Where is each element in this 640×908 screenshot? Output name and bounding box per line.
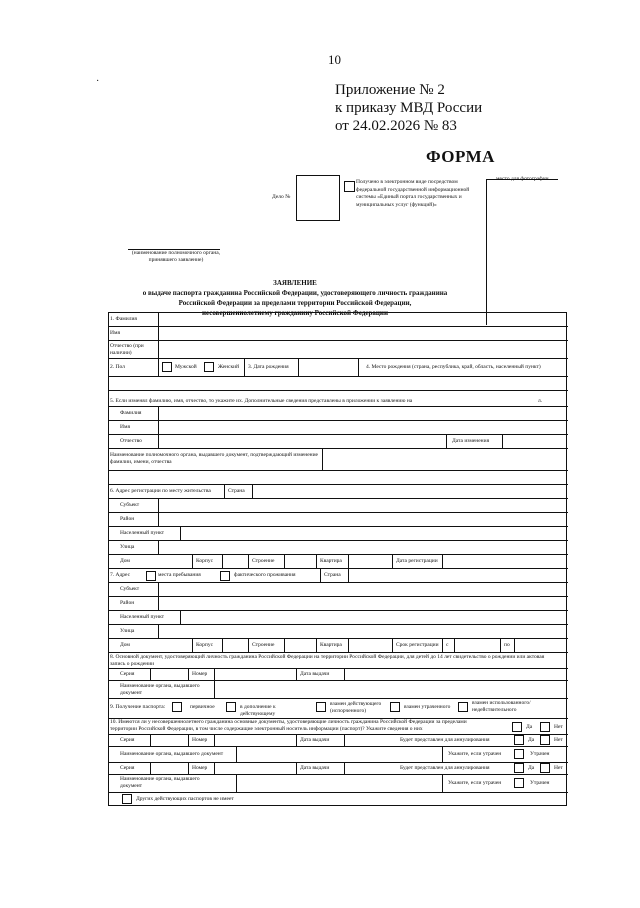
place-stay-label: места пребывания [158, 572, 201, 578]
pass-b-yes-checkbox[interactable] [514, 763, 524, 773]
issue-date-label: Дата выдачи [300, 671, 330, 677]
male-label: Мужской [175, 364, 197, 370]
row-subject2 [108, 582, 568, 597]
actual-res-label: фактического проживания [234, 572, 296, 578]
row-q10 [108, 718, 568, 735]
subject2-label: Субъект [120, 586, 140, 592]
divider [150, 762, 151, 774]
reason-first-checkbox[interactable] [172, 702, 182, 712]
org-caption: (наименование полномочного органа, принявшего заявление) [131, 250, 221, 263]
divider [188, 762, 189, 774]
country-label: Страна [228, 488, 245, 494]
reg-term-label: Срок регистрации [396, 642, 439, 648]
issue-b-label: Дата выдачи [300, 765, 330, 771]
divider [348, 554, 349, 568]
divider [514, 638, 515, 652]
divider [214, 668, 215, 680]
divider [244, 358, 245, 376]
will-submit-b-label: Будет представлен для аннулирования [400, 765, 490, 771]
case-number-box[interactable] [296, 175, 340, 221]
divider [296, 734, 297, 746]
doc8-label: 8. Основной документ, удостоверяющий личность гражданина Российской Федерации на территории Российской Федерации, для детей до 14 лет свидетельство о рождении или актовая запись о рождении [110, 654, 545, 667]
photo-frame-left [486, 179, 487, 325]
row-nc-name [108, 420, 568, 435]
divider [322, 448, 323, 470]
stay-address-label: 7. Адрес [110, 572, 131, 578]
row-other-valid [108, 792, 568, 805]
divider [442, 554, 443, 568]
term-from-label: с [446, 642, 449, 648]
district2-label: Район [120, 600, 135, 606]
nc-surname-label: Фамилия [120, 410, 142, 416]
form-title: ФОРМА [426, 147, 495, 166]
row-locality2 [108, 610, 568, 625]
divider [158, 540, 159, 554]
received-electronic-text: Получено в электронном виде посредством федеральной государственной информационной системы «Единый портал государственных и муниципальных услуг (функций)» [356, 179, 470, 208]
lost-b-label: Утрачен [530, 780, 550, 786]
structure2-label: Строение [252, 642, 275, 648]
row-patronymic [108, 340, 568, 359]
subject-label: Субъект [120, 502, 140, 508]
divider [158, 498, 159, 512]
row-stay-address [108, 568, 568, 583]
row-doc8 [108, 652, 568, 669]
other-valid-checkbox[interactable] [122, 794, 132, 804]
pass-a-yes-checkbox[interactable] [514, 735, 524, 745]
divider [214, 762, 215, 774]
divider [248, 554, 249, 568]
reason-expired-checkbox[interactable] [458, 702, 468, 712]
divider [500, 638, 501, 652]
divider [284, 554, 285, 568]
page-number: 10 [328, 52, 341, 67]
row-house2 [108, 638, 568, 653]
name-change-label: 5. Если изменял фамилию, имя, отчество, то укажите их. Дополнительные сведения представлены в приложении к заявлению на [110, 398, 413, 404]
row-street2 [108, 624, 568, 639]
divider [442, 746, 443, 762]
q10-label: 10. Имеются ли у несовершеннолетнего гражданина основные документы, удостоверяющие личность гражданина Российской Федерации за пределами территории Российской Федерации, в том числе содержащие электронный носитель информации (паспорт)? Укажите сведения о них [110, 719, 467, 732]
case-label: Дело № [272, 194, 291, 200]
q10-no-checkbox[interactable] [540, 722, 550, 732]
divider [248, 638, 249, 652]
appendix-line-1: Приложение № 2 [335, 82, 445, 98]
will-submit-a-label: Будет представлен для аннулирования [400, 737, 490, 743]
divider [236, 774, 237, 792]
row-subject [108, 498, 568, 513]
divider [296, 668, 297, 680]
q10-yes-checkbox[interactable] [512, 722, 522, 732]
divider [158, 624, 159, 638]
pass-b-no-label: Нет [554, 765, 563, 771]
divider [316, 638, 317, 652]
statement-line-2: Российской Федерации за пределами территории Российской Федерации, [178, 299, 412, 307]
series-b-label: Серия [120, 765, 135, 771]
q10-yes-label: Да [526, 724, 533, 730]
divider [502, 434, 503, 448]
divider [150, 668, 151, 680]
divider [442, 774, 443, 792]
locality2-label: Населенный пункт [120, 614, 165, 620]
district-label: Район [120, 516, 135, 522]
photo-label: место для фотографии [496, 176, 549, 182]
divider [348, 638, 349, 652]
pass-a-no-checkbox[interactable] [540, 735, 550, 745]
appendix-header [335, 81, 482, 135]
divider [446, 434, 447, 448]
divider [296, 762, 297, 774]
birthplace-label: 4. Место рождения (страна, республика, край, область, населенный пункт) [366, 364, 541, 370]
pass-a-no-label: Нет [554, 737, 563, 743]
divider [298, 358, 299, 376]
appendix-line-3: от 24.02.2026 № 83 [335, 118, 457, 134]
divider [188, 668, 189, 680]
series-a-label: Серия [120, 737, 135, 743]
row-district2 [108, 596, 568, 611]
street2-label: Улица [120, 628, 135, 634]
row-street [108, 540, 568, 555]
row-birthplace-value [108, 376, 568, 391]
divider [192, 638, 193, 652]
nc-date-label: Дата изменения [452, 438, 490, 444]
divider [158, 582, 159, 596]
divider [344, 668, 345, 680]
building-label: Корпус [196, 558, 214, 564]
number-label: Номер [192, 671, 208, 677]
statement-line-3: несовершеннолетнему гражданину Российской Федерации [202, 309, 388, 317]
divider [158, 340, 159, 358]
lost-a-label: Утрачен [530, 751, 550, 757]
nc-patronymic-label: Отчество [120, 438, 142, 444]
number-a-label: Номер [192, 737, 208, 743]
divider [454, 638, 455, 652]
row-name-change [108, 390, 568, 407]
divider [392, 554, 393, 568]
row-district [108, 512, 568, 527]
patronymic-label: Отчество (при наличии) [110, 343, 144, 356]
female-label: Женский [218, 364, 240, 370]
nc-name-label: Имя [120, 424, 130, 430]
sheets-label: л. [538, 398, 543, 404]
issue-a-label: Дата выдачи [300, 737, 330, 743]
divider [222, 638, 223, 652]
dob-label: 3. Дата рождения [248, 364, 289, 370]
row-locality [108, 526, 568, 541]
number-b-label: Номер [192, 765, 208, 771]
pass-b-yes-label: Да [528, 765, 535, 771]
appendix-line-2: к приказу МВД России [335, 100, 483, 116]
row-nc-surname [108, 406, 568, 421]
divider [158, 596, 159, 610]
pass-a-lost-checkbox[interactable] [514, 749, 524, 759]
reason-exchange-label: в дополнение к действующему [240, 704, 276, 717]
divider [180, 610, 181, 624]
row-nc-org [108, 448, 568, 471]
place-stay-checkbox[interactable] [146, 571, 156, 581]
reason-lost-label: взамен утраченного [404, 704, 451, 710]
street-label: Улица [120, 544, 135, 550]
reason9-label: 9. Получение паспорта: [110, 704, 166, 710]
row-blank-1 [108, 470, 568, 485]
divider [284, 638, 285, 652]
row-nc-patronymic [108, 434, 568, 449]
row-house [108, 554, 568, 569]
country2-label: Страна [324, 572, 341, 578]
reason-lost-checkbox[interactable] [390, 702, 400, 712]
q10-no-label: Нет [554, 724, 563, 730]
reg-date-label: Дата регистрации [396, 558, 438, 564]
term-to-label: по [504, 642, 510, 648]
divider [224, 484, 225, 498]
statement-heading: ЗАЯВЛЕНИЕ [273, 279, 317, 287]
divider [150, 734, 151, 746]
divider [214, 734, 215, 746]
divider [344, 762, 345, 774]
divider [320, 568, 321, 582]
row-surname [108, 312, 568, 327]
divider [158, 434, 159, 448]
divider [188, 734, 189, 746]
issuing-a-label: Наименование органа, выдавшего документ [120, 751, 224, 757]
issuing-b-label: Наименование органа, выдавшего документ [120, 776, 200, 789]
row-sex-dob [108, 358, 568, 377]
divider [442, 638, 443, 652]
apartment-label: Квартира [320, 558, 342, 564]
divider [214, 680, 215, 698]
divider [348, 568, 349, 582]
row-doc8-org [108, 680, 568, 699]
if-lost-b-label: Укажите, если утрачен [448, 780, 502, 786]
divider [158, 512, 159, 526]
divider [344, 734, 345, 746]
row-reg-address [108, 484, 568, 499]
reason-expired-label: взамен использованного/ недействительного [472, 700, 531, 713]
divider [180, 526, 181, 540]
row-pass-b-org [108, 774, 568, 793]
building2-label: Корпус [196, 642, 214, 648]
divider [158, 420, 159, 434]
surname-label: 1. Фамилия [110, 316, 137, 322]
row-name [108, 326, 568, 341]
male-checkbox[interactable] [162, 362, 172, 372]
name-label: Имя [110, 330, 120, 336]
female-checkbox[interactable] [204, 362, 214, 372]
divider [222, 554, 223, 568]
divider [158, 406, 159, 420]
photo-frame-top [486, 179, 558, 180]
structure-label: Строение [252, 558, 275, 564]
divider [158, 358, 159, 376]
margin-mark: · [96, 76, 100, 87]
reg-address-label: 6. Адрес регистрации по месту жительства [110, 488, 211, 494]
locality-label: Населенный пункт [120, 530, 165, 536]
reason-damaged-label: взамен действующего (испорченного) [330, 701, 382, 714]
divider [252, 484, 253, 498]
reason-exchange-checkbox[interactable] [226, 702, 236, 712]
pass-b-no-checkbox[interactable] [540, 763, 550, 773]
reason-first-label: первичное [190, 704, 215, 710]
divider [316, 554, 317, 568]
house-label: Дом [120, 558, 130, 564]
apartment2-label: Квартира [320, 642, 342, 648]
issuing-org-label: Наименование органа, выдавшего документ [120, 683, 200, 696]
divider [158, 326, 159, 340]
divider [192, 554, 193, 568]
received-electronic-checkbox[interactable] [344, 181, 355, 192]
statement-line-1: о выдаче паспорта гражданина Российской Федерации, удостоверяющего личность гражданина [142, 289, 448, 297]
sex-label: 2. Пол [110, 364, 125, 370]
nc-org-label: Наименование полномочного органа, выдавшего документ, подтверждающий изменение фамилии, имени, отчества [110, 452, 319, 465]
row-pass-a-org [108, 746, 568, 763]
other-valid-label: Других действующих паспортов не имеет [136, 796, 234, 802]
series-label: Серия [120, 671, 135, 677]
actual-res-checkbox[interactable] [220, 571, 230, 581]
house2-label: Дом [120, 642, 130, 648]
divider [392, 638, 393, 652]
reason-damaged-checkbox[interactable] [316, 702, 326, 712]
divider [236, 746, 237, 762]
pass-a-yes-label: Да [528, 737, 535, 743]
if-lost-a-label: Укажите, если утрачен [448, 751, 502, 757]
pass-b-lost-checkbox[interactable] [514, 778, 524, 788]
divider [358, 358, 359, 376]
divider [158, 312, 159, 326]
row-reason9 [108, 698, 568, 719]
